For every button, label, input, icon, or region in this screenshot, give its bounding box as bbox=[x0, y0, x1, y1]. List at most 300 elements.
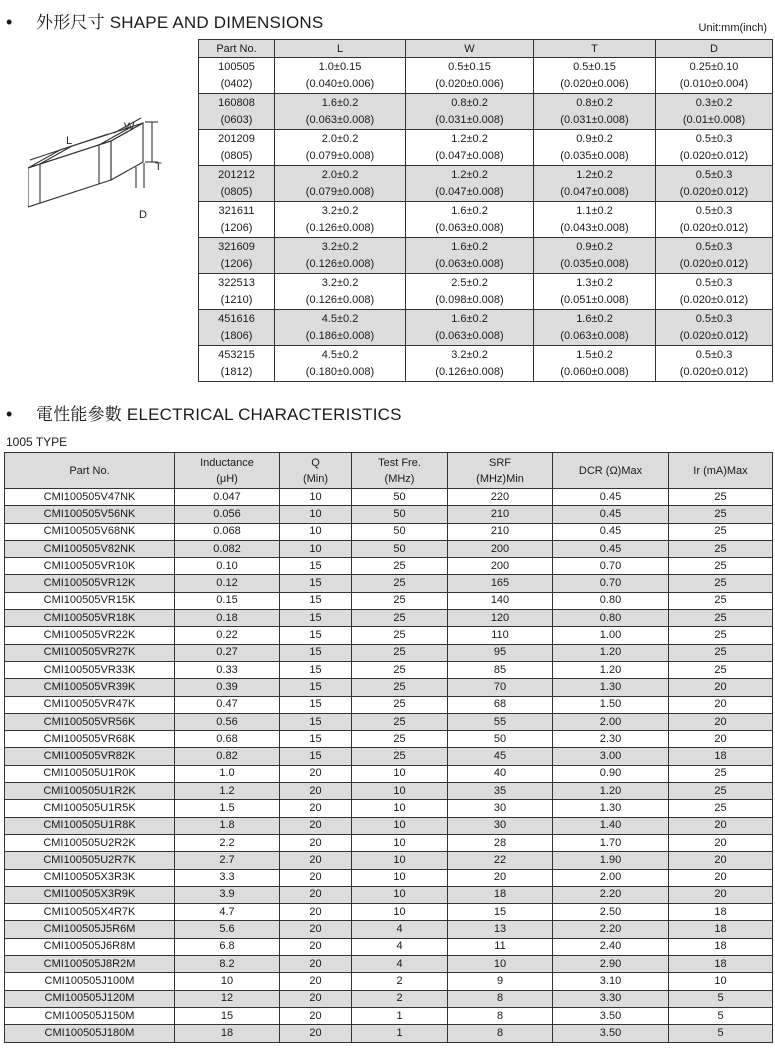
electrical-cell: 0.082 bbox=[175, 540, 280, 557]
cell-value: 3.2±0.2 bbox=[451, 348, 488, 361]
dimensions-cell bbox=[656, 310, 773, 346]
cell-value: 453215 bbox=[218, 348, 255, 361]
dimensions-header-cell: L bbox=[275, 40, 406, 58]
electrical-cell: 0.33 bbox=[175, 661, 280, 678]
dimensions-cell bbox=[199, 346, 275, 382]
electrical-row bbox=[5, 610, 773, 627]
electrical-cell: 25 bbox=[352, 592, 448, 609]
electrical-cell: 0.068 bbox=[175, 523, 280, 540]
section-title-shape-dimensions bbox=[6, 8, 323, 33]
dimensions-cell bbox=[275, 310, 406, 346]
header-line: (MHz) bbox=[384, 472, 415, 485]
cell-value-inch: (0.047±0.008) bbox=[435, 149, 504, 162]
electrical-cell: 2.30 bbox=[553, 731, 669, 748]
electrical-row bbox=[5, 956, 773, 973]
electrical-cell: 210 bbox=[448, 523, 553, 540]
electrical-cell: 25 bbox=[352, 575, 448, 592]
cell-value-inch: (0.020±0.006) bbox=[435, 77, 504, 90]
electrical-row bbox=[5, 783, 773, 800]
dimensions-cell bbox=[199, 310, 275, 346]
electrical-cell: 18 bbox=[669, 956, 773, 973]
header-line: (Min) bbox=[302, 472, 329, 485]
electrical-cell: 3.50 bbox=[553, 1007, 669, 1024]
electrical-cell: 15 bbox=[280, 592, 352, 609]
electrical-cell: 1.40 bbox=[553, 817, 669, 834]
electrical-cell: 10 bbox=[280, 540, 352, 557]
cell-value-inch: (0.063±0.008) bbox=[305, 113, 375, 126]
electrical-cell: 20 bbox=[280, 886, 352, 903]
electrical-cell: 25 bbox=[669, 523, 773, 540]
dimensions-cell bbox=[406, 58, 534, 94]
part-number-cell: CMI100505J120M bbox=[5, 990, 175, 1007]
electrical-cell: 0.70 bbox=[553, 558, 669, 575]
cell-value: 321609 bbox=[218, 240, 255, 253]
electrical-cell: 25 bbox=[352, 696, 448, 713]
electrical-cell: 165 bbox=[448, 575, 553, 592]
electrical-cell: 20 bbox=[669, 696, 773, 713]
cell-value-inch: (0.035±0.008) bbox=[560, 149, 629, 162]
cell-value: 1.3±0.2 bbox=[576, 276, 613, 289]
electrical-cell: 25 bbox=[352, 713, 448, 730]
electrical-cell: 20 bbox=[669, 834, 773, 851]
electrical-row bbox=[5, 644, 773, 661]
electrical-cell: 5 bbox=[669, 990, 773, 1007]
electrical-cell: 10 bbox=[352, 886, 448, 903]
cell-value-inch: (0.035±0.008) bbox=[560, 257, 629, 270]
electrical-cell: 35 bbox=[448, 783, 553, 800]
dimensions-cell bbox=[406, 274, 534, 310]
dimensions-header-row bbox=[199, 40, 773, 58]
cell-value-inch: (0.186±0.008) bbox=[305, 329, 375, 342]
dimensions-cell bbox=[534, 310, 656, 346]
unit-label: Unit:mm(inch) bbox=[698, 22, 767, 34]
part-number-cell: CMI100505J5R6M bbox=[5, 921, 175, 938]
electrical-cell: 15 bbox=[280, 644, 352, 661]
electrical-cell: 4.7 bbox=[175, 904, 280, 921]
electrical-cell: 10 bbox=[352, 783, 448, 800]
part-number-cell: CMI100505J100M bbox=[5, 973, 175, 990]
electrical-cell: 0.27 bbox=[175, 644, 280, 661]
electrical-cell: 20 bbox=[448, 869, 553, 886]
cell-value-inch: (1806) bbox=[220, 329, 253, 342]
electrical-cell: 20 bbox=[280, 834, 352, 851]
part-number-cell: CMI100505J150M bbox=[5, 1007, 175, 1024]
electrical-cell: 210 bbox=[448, 506, 553, 523]
part-number-cell: CMI100505U1R5K bbox=[5, 800, 175, 817]
part-number-cell: CMI100505VR22K bbox=[5, 627, 175, 644]
electrical-cell: 110 bbox=[448, 627, 553, 644]
cell-value-inch: (1812) bbox=[220, 365, 253, 378]
bullet-icon: • bbox=[6, 12, 13, 32]
electrical-cell: 20 bbox=[280, 1007, 352, 1024]
electrical-row bbox=[5, 973, 773, 990]
cell-value: 0.5±0.3 bbox=[695, 348, 733, 361]
electrical-row bbox=[5, 921, 773, 938]
dimensions-cell bbox=[199, 130, 275, 166]
cell-value: 0.5±0.15 bbox=[573, 60, 616, 73]
cell-value: 1.6±0.2 bbox=[451, 240, 488, 253]
cell-value: 451616 bbox=[218, 312, 255, 325]
dimensions-cell bbox=[656, 202, 773, 238]
electrical-header-cell bbox=[5, 453, 175, 489]
cell-value: 0.5±0.3 bbox=[695, 312, 733, 325]
electrical-row bbox=[5, 627, 773, 644]
electrical-cell: 25 bbox=[669, 558, 773, 575]
electrical-cell: 0.10 bbox=[175, 558, 280, 575]
cell-value-inch: (0.060±0.008) bbox=[560, 365, 629, 378]
header-line: SRF bbox=[489, 456, 511, 469]
electrical-row bbox=[5, 558, 773, 575]
electrical-cell: 68 bbox=[448, 696, 553, 713]
part-number-cell: CMI100505VR15K bbox=[5, 592, 175, 609]
cell-value-inch: (0.020±0.012) bbox=[679, 329, 749, 342]
electrical-cell: 1 bbox=[352, 1007, 448, 1024]
electrical-cell: 0.47 bbox=[175, 696, 280, 713]
electrical-row bbox=[5, 713, 773, 730]
part-number-cell: CMI100505VR39K bbox=[5, 679, 175, 696]
electrical-cell: 40 bbox=[448, 765, 553, 782]
electrical-cell: 20 bbox=[280, 1025, 352, 1042]
electrical-header-cell bbox=[280, 453, 352, 489]
cell-value-inch: (0805) bbox=[220, 149, 253, 162]
dimensions-header-cell: D bbox=[656, 40, 773, 58]
electrical-cell: 20 bbox=[280, 938, 352, 955]
dimensions-cell bbox=[275, 274, 406, 310]
type-label: 1005 TYPE bbox=[6, 435, 68, 449]
electrical-cell: 55 bbox=[448, 713, 553, 730]
dimensions-cell bbox=[275, 346, 406, 382]
dimensions-row bbox=[199, 130, 773, 166]
electrical-row bbox=[5, 592, 773, 609]
cell-value-inch: (0.043±0.008) bbox=[560, 221, 629, 234]
dimensions-cell bbox=[534, 166, 656, 202]
electrical-cell: 20 bbox=[280, 800, 352, 817]
dimensions-cell bbox=[406, 238, 534, 274]
cell-value-inch: (0.126±0.008) bbox=[435, 365, 504, 378]
electrical-cell: 0.45 bbox=[553, 523, 669, 540]
dimensions-cell bbox=[275, 58, 406, 94]
electrical-cell: 2.00 bbox=[553, 869, 669, 886]
electrical-cell: 2.20 bbox=[553, 921, 669, 938]
cell-value-inch: (0805) bbox=[220, 185, 253, 198]
dimensions-cell bbox=[656, 130, 773, 166]
electrical-cell: 10 bbox=[352, 869, 448, 886]
electrical-cell: 25 bbox=[669, 644, 773, 661]
electrical-cell: 1.20 bbox=[553, 661, 669, 678]
electrical-cell: 0.56 bbox=[175, 713, 280, 730]
electrical-cell: 1.30 bbox=[553, 800, 669, 817]
electrical-cell: 20 bbox=[669, 713, 773, 730]
electrical-cell: 25 bbox=[352, 731, 448, 748]
electrical-cell: 2.20 bbox=[553, 886, 669, 903]
electrical-cell: 1.70 bbox=[553, 834, 669, 851]
dimensions-header-cell: W bbox=[406, 40, 534, 58]
cell-value: 0.5±0.3 bbox=[695, 168, 733, 181]
electrical-cell: 8 bbox=[448, 990, 553, 1007]
bullet-icon: • bbox=[6, 404, 13, 424]
cell-value: 1.2±0.2 bbox=[451, 132, 488, 145]
cell-value-inch: (0.063±0.008) bbox=[560, 329, 629, 342]
electrical-cell: 20 bbox=[280, 783, 352, 800]
electrical-cell: 15 bbox=[175, 1007, 280, 1024]
cell-value-inch: (0.031±0.008) bbox=[560, 113, 629, 126]
electrical-cell: 25 bbox=[352, 627, 448, 644]
cell-value-inch: (0.180±0.008) bbox=[305, 365, 375, 378]
electrical-row bbox=[5, 817, 773, 834]
electrical-row bbox=[5, 540, 773, 557]
electrical-cell: 10 bbox=[352, 852, 448, 869]
electrical-cell: 0.68 bbox=[175, 731, 280, 748]
electrical-cell: 5 bbox=[669, 1007, 773, 1024]
cell-value-inch: (0.020±0.012) bbox=[679, 365, 749, 378]
electrical-cell: 20 bbox=[669, 731, 773, 748]
cell-value-inch: (0.020±0.012) bbox=[679, 149, 749, 162]
part-number-cell: CMI100505X4R7K bbox=[5, 904, 175, 921]
dimensions-table bbox=[198, 39, 773, 382]
electrical-cell: 85 bbox=[448, 661, 553, 678]
cell-value-inch: (0.020±0.012) bbox=[679, 185, 749, 198]
part-number-cell: CMI100505X3R3K bbox=[5, 869, 175, 886]
cell-value: 0.5±0.3 bbox=[695, 276, 733, 289]
electrical-cell: 1.00 bbox=[553, 627, 669, 644]
dimensions-cell bbox=[275, 202, 406, 238]
cell-value-inch: (0.010±0.004) bbox=[679, 77, 749, 90]
cell-value: 0.9±0.2 bbox=[576, 240, 613, 253]
electrical-cell: 200 bbox=[448, 540, 553, 557]
dimensions-cell bbox=[534, 274, 656, 310]
electrical-cell: 5 bbox=[669, 1025, 773, 1042]
electrical-cell: 25 bbox=[352, 558, 448, 575]
electrical-cell: 20 bbox=[669, 852, 773, 869]
dimensions-cell bbox=[406, 166, 534, 202]
cell-value-inch: (0603) bbox=[220, 113, 253, 126]
electrical-cell: 50 bbox=[352, 489, 448, 506]
electrical-cell: 2 bbox=[352, 990, 448, 1007]
dimensions-cell bbox=[199, 202, 275, 238]
dimensions-cell bbox=[199, 94, 275, 130]
dimensions-cell bbox=[656, 58, 773, 94]
dimensions-cell bbox=[275, 94, 406, 130]
electrical-cell: 20 bbox=[669, 679, 773, 696]
electrical-cell: 200 bbox=[448, 558, 553, 575]
electrical-cell: 70 bbox=[448, 679, 553, 696]
cell-value-inch: (0.063±0.008) bbox=[435, 221, 504, 234]
electrical-cell: 15 bbox=[280, 627, 352, 644]
electrical-cell: 2.90 bbox=[553, 956, 669, 973]
electrical-cell: 18 bbox=[669, 748, 773, 765]
electrical-cell: 120 bbox=[448, 610, 553, 627]
header-line: (MHz)Min bbox=[476, 472, 524, 485]
part-number-cell: CMI100505VR82K bbox=[5, 748, 175, 765]
part-number-cell: CMI100505V68NK bbox=[5, 523, 175, 540]
dimensions-cell bbox=[534, 346, 656, 382]
dimensions-cell bbox=[406, 310, 534, 346]
cell-value: 3.2±0.2 bbox=[321, 240, 359, 253]
electrical-header-row bbox=[5, 453, 773, 489]
part-number-cell: CMI100505J180M bbox=[5, 1025, 175, 1042]
cell-value-inch: (0.01±0.008) bbox=[682, 113, 746, 126]
cell-value: 0.9±0.2 bbox=[576, 132, 613, 145]
part-number-cell: CMI100505VR33K bbox=[5, 661, 175, 678]
electrical-cell: 1.2 bbox=[175, 783, 280, 800]
dimensions-row bbox=[199, 274, 773, 310]
electrical-cell: 10 bbox=[448, 956, 553, 973]
electrical-cell: 10 bbox=[669, 973, 773, 990]
electrical-cell: 3.3 bbox=[175, 869, 280, 886]
electrical-cell: 18 bbox=[669, 904, 773, 921]
electrical-row bbox=[5, 489, 773, 506]
electrical-row bbox=[5, 990, 773, 1007]
electrical-cell: 18 bbox=[669, 921, 773, 938]
electrical-cell: 20 bbox=[280, 956, 352, 973]
electrical-cell: 5.6 bbox=[175, 921, 280, 938]
cell-value-inch: (0.020±0.012) bbox=[679, 221, 749, 234]
dimensions-cell bbox=[656, 346, 773, 382]
electrical-cell: 0.82 bbox=[175, 748, 280, 765]
electrical-cell: 11 bbox=[448, 938, 553, 955]
electrical-cell: 6.8 bbox=[175, 938, 280, 955]
part-number-cell: CMI100505J6R8M bbox=[5, 938, 175, 955]
electrical-cell: 20 bbox=[669, 886, 773, 903]
electrical-cell: 10 bbox=[175, 973, 280, 990]
electrical-cell: 13 bbox=[448, 921, 553, 938]
electrical-cell: 0.45 bbox=[553, 489, 669, 506]
electrical-cell: 1.20 bbox=[553, 644, 669, 661]
electrical-row bbox=[5, 679, 773, 696]
label-w: W bbox=[124, 121, 135, 133]
cell-value: 201209 bbox=[218, 132, 255, 145]
electrical-cell: 1.90 bbox=[553, 852, 669, 869]
electrical-row bbox=[5, 696, 773, 713]
electrical-cell: 0.15 bbox=[175, 592, 280, 609]
dimensions-cell bbox=[199, 238, 275, 274]
electrical-cell: 20 bbox=[280, 990, 352, 1007]
part-number-cell: CMI100505J8R2M bbox=[5, 956, 175, 973]
cell-value: 1.5±0.2 bbox=[576, 348, 613, 361]
electrical-cell: 1.0 bbox=[175, 765, 280, 782]
electrical-row bbox=[5, 523, 773, 540]
cell-value: 0.25±0.10 bbox=[689, 60, 739, 73]
electrical-cell: 20 bbox=[280, 869, 352, 886]
electrical-cell: 15 bbox=[280, 713, 352, 730]
electrical-cell: 25 bbox=[669, 592, 773, 609]
electrical-cell: 25 bbox=[352, 748, 448, 765]
electrical-header-cell bbox=[352, 453, 448, 489]
electrical-cell: 15 bbox=[448, 904, 553, 921]
header-line: Part No. bbox=[69, 464, 110, 477]
electrical-cell: 0.90 bbox=[553, 765, 669, 782]
cell-value: 0.8±0.2 bbox=[451, 96, 488, 109]
electrical-row bbox=[5, 834, 773, 851]
electrical-cell: 0.22 bbox=[175, 627, 280, 644]
cell-value: 2.0±0.2 bbox=[321, 132, 359, 145]
electrical-cell: 0.12 bbox=[175, 575, 280, 592]
part-number-cell: CMI100505VR56K bbox=[5, 713, 175, 730]
cell-value: 0.3±0.2 bbox=[695, 96, 733, 109]
electrical-cell: 10 bbox=[352, 817, 448, 834]
dimensions-cell bbox=[534, 58, 656, 94]
electrical-cell: 10 bbox=[352, 834, 448, 851]
electrical-cell: 25 bbox=[669, 540, 773, 557]
electrical-cell: 1.5 bbox=[175, 800, 280, 817]
cell-value: 0.5±0.3 bbox=[695, 132, 733, 145]
electrical-row bbox=[5, 731, 773, 748]
electrical-characteristics-table bbox=[4, 452, 773, 1043]
part-number-cell: CMI100505U1R2K bbox=[5, 783, 175, 800]
chip-dimension-diagram bbox=[28, 108, 173, 223]
cell-value: 160808 bbox=[218, 96, 255, 109]
electrical-cell: 18 bbox=[175, 1025, 280, 1042]
electrical-cell: 1.50 bbox=[553, 696, 669, 713]
cell-value: 3.2±0.2 bbox=[321, 276, 359, 289]
cell-value-inch: (0.079±0.008) bbox=[305, 185, 375, 198]
electrical-row bbox=[5, 661, 773, 678]
electrical-cell: 25 bbox=[352, 610, 448, 627]
part-number-cell: CMI100505VR27K bbox=[5, 644, 175, 661]
dimensions-cell bbox=[656, 94, 773, 130]
cell-value: 1.6±0.2 bbox=[321, 96, 359, 109]
electrical-cell: 0.056 bbox=[175, 506, 280, 523]
dimensions-cell bbox=[199, 166, 275, 202]
electrical-cell: 18 bbox=[669, 938, 773, 955]
electrical-cell: 2.40 bbox=[553, 938, 669, 955]
electrical-cell: 50 bbox=[352, 523, 448, 540]
dimensions-cell bbox=[534, 94, 656, 130]
cell-value: 0.5±0.3 bbox=[695, 240, 733, 253]
cell-value-inch: (0.063±0.008) bbox=[435, 257, 504, 270]
dimensions-cell bbox=[275, 166, 406, 202]
electrical-cell: 25 bbox=[352, 661, 448, 678]
cell-value: 1.6±0.2 bbox=[576, 312, 613, 325]
label-d: D bbox=[139, 209, 147, 221]
electrical-cell: 12 bbox=[175, 990, 280, 1007]
electrical-cell: 0.70 bbox=[553, 575, 669, 592]
electrical-cell: 0.45 bbox=[553, 540, 669, 557]
electrical-cell: 15 bbox=[280, 748, 352, 765]
electrical-cell: 15 bbox=[280, 731, 352, 748]
dimensions-cell bbox=[406, 94, 534, 130]
header-line: (μH) bbox=[216, 472, 238, 485]
electrical-header-cell bbox=[448, 453, 553, 489]
electrical-cell: 0.39 bbox=[175, 679, 280, 696]
cell-value-inch: (0.047±0.008) bbox=[560, 185, 629, 198]
cell-value: 4.5±0.2 bbox=[321, 348, 359, 361]
electrical-row bbox=[5, 575, 773, 592]
dimensions-row bbox=[199, 58, 773, 94]
header-line: Q bbox=[311, 456, 320, 469]
electrical-cell: 20 bbox=[280, 973, 352, 990]
section-title-text: 外形尺寸 SHAPE AND DIMENSIONS bbox=[36, 13, 324, 32]
cell-value-inch: (0402) bbox=[220, 77, 253, 90]
part-number-cell: CMI100505X3R9K bbox=[5, 886, 175, 903]
electrical-cell: 4 bbox=[352, 938, 448, 955]
dimensions-row bbox=[199, 94, 773, 130]
cell-value: 100505 bbox=[218, 60, 255, 73]
header-line: DCR (Ω)Max bbox=[578, 464, 643, 477]
electrical-cell: 1.8 bbox=[175, 817, 280, 834]
dimensions-cell bbox=[275, 130, 406, 166]
cell-value-inch: (0.031±0.008) bbox=[435, 113, 504, 126]
electrical-row bbox=[5, 765, 773, 782]
cell-value: 0.8±0.2 bbox=[576, 96, 613, 109]
electrical-cell: 25 bbox=[669, 610, 773, 627]
cell-value-inch: (1206) bbox=[220, 257, 253, 270]
electrical-cell: 25 bbox=[669, 506, 773, 523]
dimensions-row bbox=[199, 346, 773, 382]
dimensions-cell bbox=[406, 202, 534, 238]
cell-value-inch: (0.098±0.008) bbox=[435, 293, 504, 306]
dimensions-cell bbox=[534, 130, 656, 166]
